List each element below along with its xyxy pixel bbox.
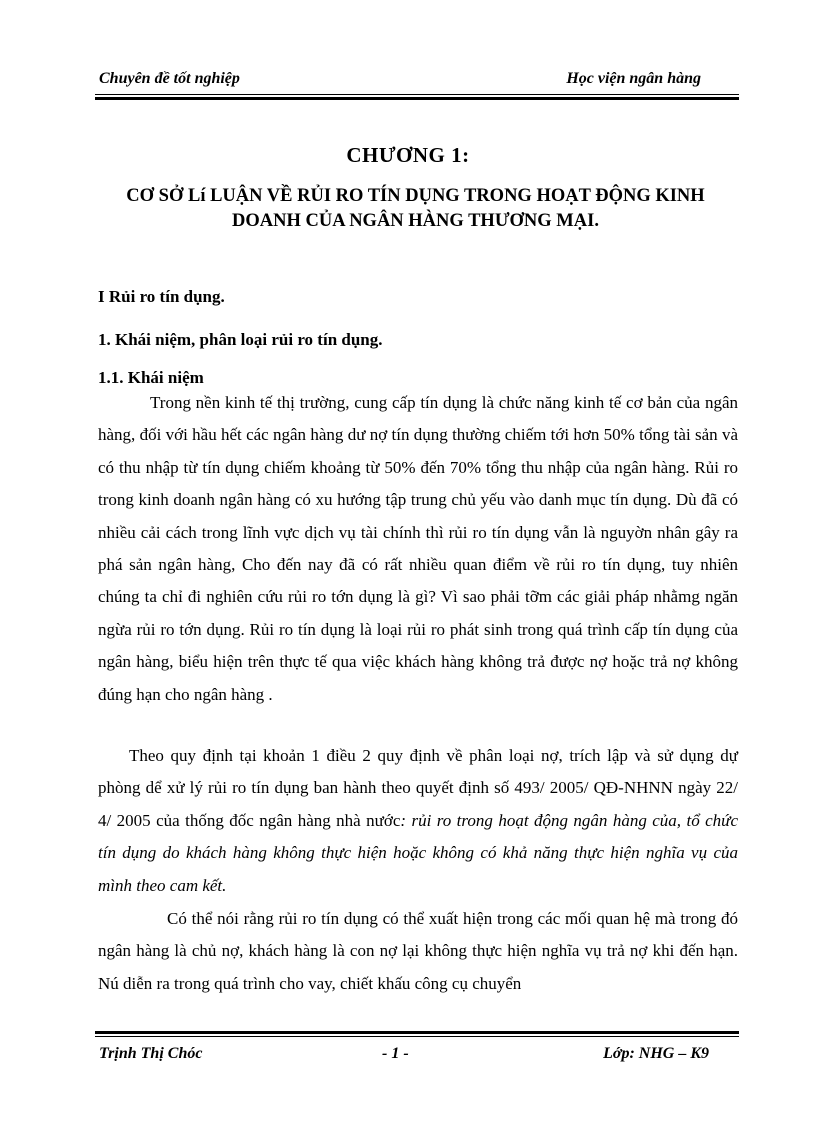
paragraph-2-definition: : rủi ro trong hoạt động ngân hàng của, tổ chức tín dụng do khách hàng không thực hiện hoặc không có khả năng thực hiện nghĩa vụ của mình theo cam kết.	[98, 810, 738, 895]
page-header	[95, 70, 721, 92]
page-footer	[95, 1045, 739, 1067]
body-paragraph-2	[98, 740, 738, 902]
page-number: - 1 -	[382, 1045, 409, 1062]
footer-author: Trịnh Thị Chóc	[99, 1045, 203, 1062]
header-left-text: Chuyên đề tốt nghiệp	[99, 70, 240, 87]
footer-rule-thick	[95, 1031, 739, 1034]
subsubsection-heading: 1.1. Khái niệm	[98, 368, 204, 387]
footer-rule-thin	[95, 1036, 739, 1037]
body-paragraph-3: Có thể nói rằng rủi ro tín dụng có thể xuất hiện trong các mối quan hệ mà trong đó ngân hàng là chủ nợ, khách hàng là con nợ lại không thực hiện nghĩa vụ trả nợ khi đến hạn. Nú diễn ra trong quá trình cho vay, chiết khấu công cụ chuyển	[98, 909, 738, 993]
paragraph-2-text: Theo quy định tại khoản 1 điều 2 quy định về phân loại nợ, trích lập và sử dụng dự phòng dể xử lý rủi ro tín dụng ban hành theo quyết định số 493/ 2005/ QĐ-NHNN ngày 22/ 4/ 2005 của thống đốc ngân hàng nhà nước	[98, 746, 738, 830]
body-paragraph-1: Trong nền kinh tế thị trường, cung cấp tín dụng là chức năng kinh tế cơ bản của ngân hàng, đối với hầu hết các ngân hàng dư nợ tín dụng thường chiếm tới hơn 50% tổng tài sản và có thu nhập từ tín dụng chiếm khoảng từ 50% đến 70% tổng thu nhập của ngân hàng. Rủi ro trong kinh doanh ngân hàng có xu hướng tập trung chủ yếu vào danh mục tín dụng. Dù đã có nhiều cải cách trong lĩnh vực dịch vụ tài chính thì rủi ro tín dụng vẫn là nguyờn nhân gây ra phá sản ngân hàng, Cho đến nay đã có rất nhiều quan điểm về rủi ro tín dụng, tuy nhiên chúng ta chỉ đi nghiên cứu rủi ro tớn dụng là gì? Vì sao phải tỡm các giải pháp nhằmg ngăn ngừa rủi ro tớn dụng. Rủi ro tín dụng là loại rủi ro phát sinh trong quá trình cấp tín dụng của ngân hàng, biểu hiện trên thực tế qua việc khách hàng không trả được nợ hoặc trả nợ không đúng hạn cho ngân hàng .	[98, 393, 738, 704]
section-heading: I Rủi ro tín dụng.	[98, 287, 225, 306]
chapter-subtitle: CƠ SỞ Lí LUẬN VỀ RỦI RO TÍN DỤNG TRONG HOẠT ĐỘNG KINH DOANH CỦA NGÂN HÀNG THƯƠNG MẠI.	[126, 186, 705, 231]
subsection-heading: 1. Khái niệm, phân loại rủi ro tín dụng.	[98, 330, 383, 349]
header-rule-thick	[95, 97, 739, 100]
header-rule-thin	[95, 94, 739, 95]
footer-class: Lớp: NHG – K9	[603, 1045, 709, 1062]
chapter-title: CHƯƠNG 1:	[346, 143, 470, 167]
header-right-text: Học viện ngân hàng	[566, 70, 701, 87]
